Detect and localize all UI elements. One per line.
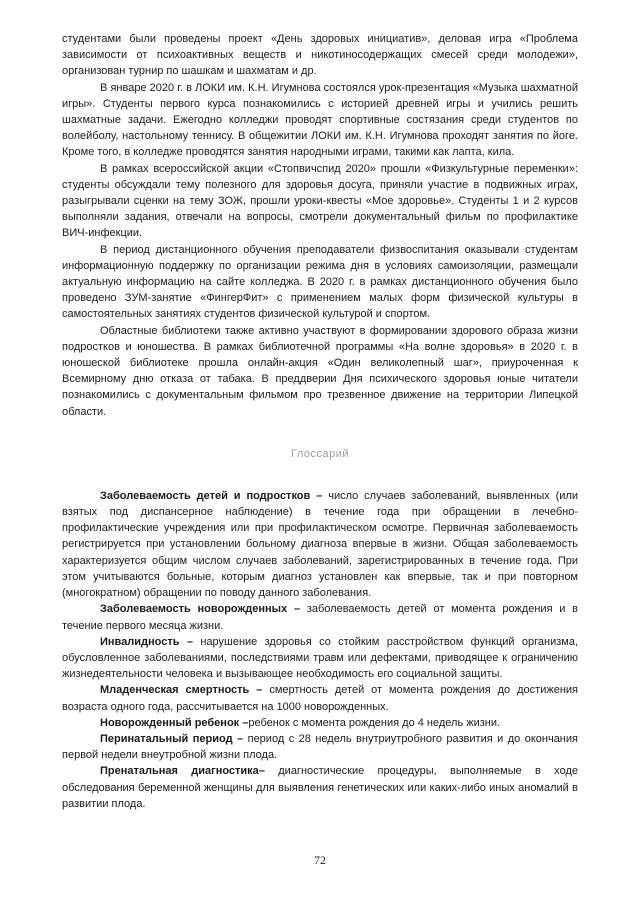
glossary-term: Инвалидность xyxy=(100,635,180,648)
paragraph: В период дистанционного обучения преподаватели физвоспитания оказывали студентам информационную поддержку по организации режима дня в условиях самоизоляции, размещали актуальную информацию на сайте колледжа. В 2020 г. в рамках дистанционного обучения было проведено ЗУМ-занятие «ФингерФит» с применением малых форм физической культуры в самостоятельных занятиях студентов физической культурой и спортом. xyxy=(62,243,578,321)
glossary-entry xyxy=(62,682,578,714)
page-number: 72 xyxy=(314,853,326,867)
glossary-definition: число случаев заболеваний, выявленных (или взятых под диспансерное наблюдение) в течение года при обращении в лечебно-профилактические учреждения или при профилактическом осмотре. Первичная заболеваемость регистрируется при установлении больному диагноза впервые в жизни. Общая заболеваемость характеризуется общим числом случаев заболеваний, зарегистрированных в течение года. При этом учитываются больные, которым диагноз установлен как впервые, так и при повторном (многократном) обращении по поводу данного заболевания. xyxy=(62,489,579,600)
glossary-entry xyxy=(62,601,578,633)
glossary-heading: Глоссарий xyxy=(290,447,350,460)
glossary-separator: – xyxy=(179,635,201,648)
glossary-separator: – xyxy=(310,489,329,502)
glossary-term: Перинатальный период xyxy=(100,732,233,745)
glossary-term: Заболеваемость новорожденных xyxy=(100,603,288,616)
paragraph: студентами были проведены проект «День здоровых инициатив», деловая игра «Проблема зависимости от психоактивных веществ и никотиносодержащих смесей среди молодежи», организован турнир по шашкам и шахматам и др. xyxy=(62,33,578,78)
glossary-definition: ребенок с момента рождения до 4 недель жизни. xyxy=(248,716,501,729)
body-text xyxy=(62,31,578,420)
glossary-entry xyxy=(62,488,578,601)
glossary-list xyxy=(62,488,578,812)
paragraph: В январе 2020 г. в ЛОКИ им. К.Н. Игумнова состоялся урок-презентация «Музыка шахматной игры». Студенты первого курса познакомились с историей древней игры и учились решить шахматные задачи. Ежегодно колледжи проводят спортивные состязания среди студентов по волейболу, настольному теннису. В общежитии ЛОКИ им. К.Н. Игумнова проходят занятия по йоге. Кроме того, в колледже проводятся занятия народными играми, такими как лапта, кила. xyxy=(62,81,578,159)
glossary-definition: период с 28 недель внутриутробного развития и до окончания первой недели внеутробной жизни плода. xyxy=(62,732,578,762)
paragraph: Областные библиотеки также активно участвуют в формировании здорового образа жизни подростков и юношества. В рамках библиотечной программы «На волне здоровья» в 2020 г. в юношеской библиотеке прошла онлайн-акция «Один великолепный шаг», приуроченная к Всемирному дню отказа от табака. В преддверии Дня психического здоровья юные читатели познакомились с документальным фильмом про трезвенное движение на территории Липецкой области. xyxy=(62,324,578,418)
glossary-separator: – xyxy=(249,684,270,697)
glossary-separator: – xyxy=(287,603,307,616)
glossary-entry xyxy=(62,715,578,731)
paragraph: В рамках всероссийской акции «Стопвичспид 2020» прошли «Физкультурные переменки»: студенты обсуждали тему полезного для здоровья досуга, приняли участие в подвижных играх, разыгрывали сценки на тему ЗОЖ, прошли уроки-квесты «Мое здоровье». Студенты 1 и 2 курсов выполняли задания, отвечали на вопросы, смотрели документальный фильм по профилактике ВИЧ-инфекции. xyxy=(62,162,578,240)
glossary-definition: нарушение здоровья со стойким расстройством функций организма, обусловленное заболеваниями, последствиями травм или дефектами, приводящее к ограничению жизнедеятельности человека и вызывающее необходимость его социальной защиты. xyxy=(62,635,579,681)
glossary-separator: – xyxy=(232,732,248,745)
glossary-term: Пренатальная диагностика xyxy=(100,765,259,778)
glossary-entry xyxy=(62,731,578,763)
glossary-entry xyxy=(62,634,578,683)
glossary-term: Младенческая смертность xyxy=(100,684,250,697)
glossary-term: Новорожденный ребенок xyxy=(100,716,240,729)
glossary-separator: – xyxy=(258,765,279,778)
glossary-definition: смертность детей от момента рождения до достижения возраста одного года, рассчитывается на 1000 новорожденных. xyxy=(62,684,578,713)
glossary-definition: заболеваемость детей от момента рождения и в течение первого месяца жизни. xyxy=(62,603,579,632)
glossary-definition: диагностические процедуры, выполняемые в ходе обследования беременной женщины для выявления генетических или каких-либо иных аномалий в развитии плода. xyxy=(62,765,578,810)
glossary-separator: – xyxy=(239,716,249,729)
glossary-term: Заболеваемость детей и подростков xyxy=(100,489,311,502)
page-content xyxy=(62,31,578,812)
glossary-entry xyxy=(62,763,578,812)
